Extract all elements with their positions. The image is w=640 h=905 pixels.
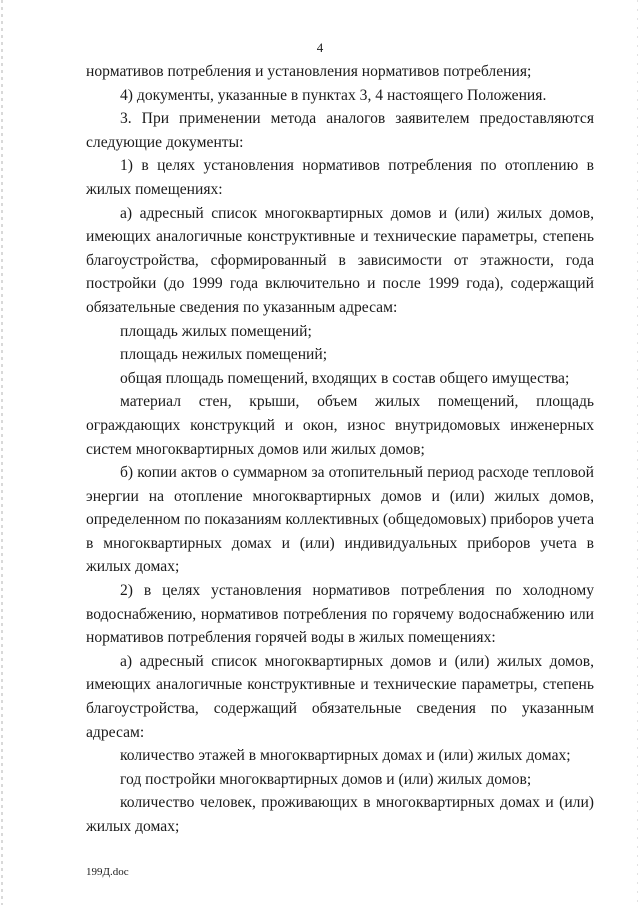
paragraph-wall-material: материал стен, крыши, объем жилых помещений, площадь ограждающих конструкций и окон, износ внутридомовых инженерных систем многоквартирных домов или жилых домов; bbox=[86, 393, 594, 458]
paragraph-subitem-a-address-list: а) адресный список многоквартирных домов и (или) жилых домов, имеющих аналогичные конструктивные и технические параметры, степень благоустройства, сформированный в зависимости от этажности, года постройки (до 1999 года включительно и после 1999 года), содержащий обязательные сведения по указанным адресам: bbox=[86, 204, 594, 316]
paragraph-section-3-analog-method: 3. При применении метода аналогов заявителем предоставляются следующие документы: bbox=[86, 110, 594, 151]
page-number: 4 bbox=[316, 40, 324, 55]
paragraph-subitem-b-acts: б) копии актов о суммарном за отопительный период расходе тепловой энергии на отопление многоквартирных домов и (или) жилых домов, определенном по показаниям коллективных (общедомовых) приборов учета в многоквартирных домах и (или) индивидуальных приборов учета в жилых домах; bbox=[86, 464, 594, 576]
scan-edge-right bbox=[637, 0, 638, 905]
paragraph-subitem-a-address-list-water: а) адресный список многоквартирных домов и (или) жилых домов, имеющих аналогичные конструктивные и технические параметры, степень благоустройства, содержащий обязательные сведения по указанным адресам: bbox=[86, 652, 594, 741]
document-body bbox=[86, 60, 594, 839]
paragraph-floor-count: количество этажей в многоквартирных домах и (или) жилых домах; bbox=[120, 747, 571, 765]
scan-edge-left bbox=[1, 0, 3, 905]
paragraph-item-2-water: 2) в целях установления нормативов потребления по холодному водоснабжению, нормативов потребления по горячему водоснабжению или нормативов потребления горячей воды в жилых помещениях: bbox=[86, 582, 594, 647]
paragraph-construction-year: год постройки многоквартирных домов и (или) жилых домов; bbox=[120, 770, 532, 788]
paragraph-item-1-heating: 1) в целях установления нормативов потребления по отоплению в жилых помещениях: bbox=[86, 157, 594, 198]
paragraph-continuation: нормативов потребления и установления нормативов потребления; bbox=[86, 63, 532, 80]
paragraph-living-area: площадь жилых помещений; bbox=[120, 322, 312, 340]
paragraph-resident-count: количество человек, проживающих в многоквартирных домах и (или) жилых домах; bbox=[86, 794, 594, 835]
paragraph-item-4-documents: 4) документы, указанные в пунктах 3, 4 настоящего Положения. bbox=[120, 86, 547, 104]
footer-filename: 199Д.doc bbox=[86, 866, 129, 878]
paragraph-common-area: общая площадь помещений, входящих в состав общего имущества; bbox=[120, 369, 570, 387]
paragraph-nonliving-area: площадь нежилых помещений; bbox=[120, 346, 328, 364]
